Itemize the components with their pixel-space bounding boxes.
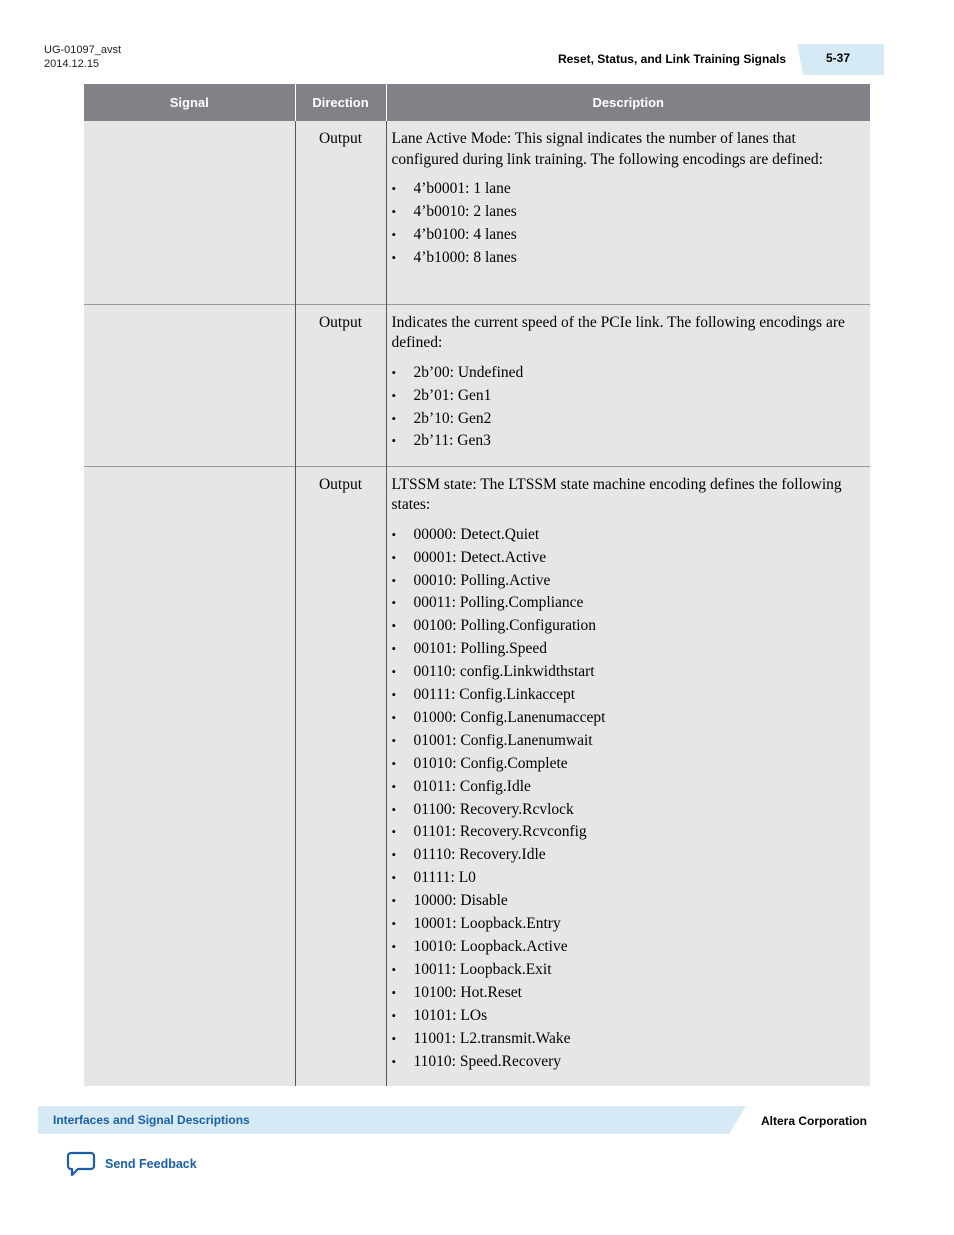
chapter-title-link[interactable]: Interfaces and Signal Descriptions	[53, 1113, 250, 1127]
table-row	[84, 466, 870, 1086]
state-list	[392, 524, 863, 1074]
list-item: • 01111: L0	[392, 867, 863, 890]
list-item: • 10011: Loopback.Exit	[392, 959, 863, 982]
column-header-description: Description	[386, 84, 870, 121]
list-item: • 01010: Config.Complete	[392, 753, 863, 776]
send-feedback-link[interactable]	[66, 1151, 197, 1177]
list-item: • 00101: Polling.Speed	[392, 638, 863, 661]
list-item: • 2b’10: Gen2	[392, 408, 863, 431]
description-cell	[386, 121, 870, 304]
list-item: • 4’b0001: 1 lane	[392, 178, 863, 201]
signal-cell	[84, 121, 295, 304]
column-header-signal: Signal	[84, 84, 295, 121]
description-cell	[386, 466, 870, 1086]
signal-table	[84, 84, 870, 1086]
list-item: • 10001: Loopback.Entry	[392, 913, 863, 936]
list-item: • 11001: L2.transmit.Wake	[392, 1028, 863, 1051]
table-row	[84, 304, 870, 466]
direction-cell: Output	[295, 466, 386, 1086]
list-item: • 2b’01: Gen1	[392, 385, 863, 408]
list-item: • 00100: Polling.Configuration	[392, 615, 863, 638]
list-item: • 01101: Recovery.Rcvconfig	[392, 821, 863, 844]
list-item: • 4’b0100: 4 lanes	[392, 224, 863, 247]
list-item: • 4’b1000: 8 lanes	[392, 247, 863, 270]
direction-cell: Output	[295, 121, 386, 304]
list-item: • 2b’00: Undefined	[392, 362, 863, 385]
list-item: • 00000: Detect.Quiet	[392, 524, 863, 547]
list-item: • 00001: Detect.Active	[392, 547, 863, 570]
speech-bubble-icon	[66, 1151, 96, 1177]
signal-cell	[84, 466, 295, 1086]
description-text: Lane Active Mode: This signal indicates the number of lanes that configured during link training. The following encodings are defined:	[391, 130, 823, 168]
document-id	[44, 43, 121, 71]
description-text: LTSSM state: The LTSSM state machine encoding defines the following states:	[391, 475, 842, 514]
signal-cell	[84, 304, 295, 466]
page-number: 5-37	[826, 51, 851, 65]
send-feedback-label[interactable]: Send Feedback	[105, 1157, 197, 1171]
list-item: • 01000: Config.Lanenumaccept	[392, 707, 863, 730]
list-item: • 01100: Recovery.Rcvlock	[392, 799, 863, 822]
encoding-list	[392, 362, 863, 454]
table-header-row	[84, 84, 870, 121]
encoding-list	[392, 178, 863, 270]
list-item: • 10101: LOs	[392, 1005, 863, 1028]
table-row	[84, 121, 870, 304]
section-title: Reset, Status, and Link Training Signals	[557, 52, 786, 66]
list-item: • 01011: Config.Idle	[392, 776, 863, 799]
doc-date: 2014.12.15	[44, 58, 100, 70]
list-item: • 4’b0010: 2 lanes	[392, 201, 863, 224]
list-item: • 00111: Config.Linkaccept	[392, 684, 863, 707]
description-cell	[386, 304, 870, 466]
column-header-direction: Direction	[295, 84, 386, 121]
list-item: • 2b’11: Gen3	[392, 430, 863, 453]
list-item: • 01001: Config.Lanenumwait	[392, 730, 863, 753]
list-item: • 10100: Hot.Reset	[392, 982, 863, 1005]
direction-cell: Output	[295, 304, 386, 466]
list-item: • 01110: Recovery.Idle	[392, 844, 863, 867]
list-item: • 00110: config.Linkwidthstart	[392, 661, 863, 684]
list-item: • 11010: Speed.Recovery	[392, 1051, 863, 1074]
list-item: • 00011: Polling.Compliance	[392, 592, 863, 615]
list-item: • 10000: Disable	[392, 890, 863, 913]
description-text: Indicates the current speed of the PCIe link. The following encodings are defined:	[391, 313, 845, 352]
company-name: Altera Corporation	[761, 1114, 868, 1128]
doc-number: UG-01097_avst	[44, 44, 122, 56]
list-item: • 10010: Loopback.Active	[392, 936, 863, 959]
list-item: • 00010: Polling.Active	[392, 570, 863, 593]
